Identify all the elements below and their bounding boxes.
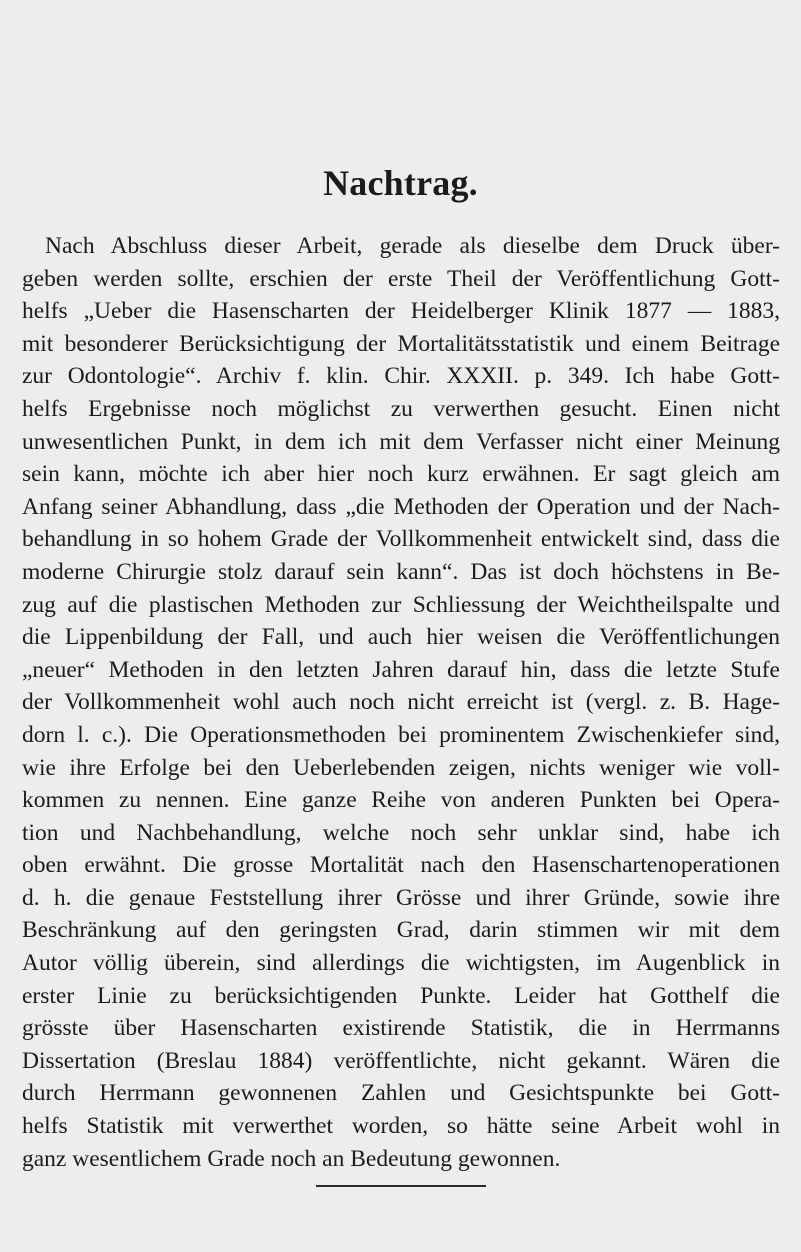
- text-line: die Lippenbildung der Fall, und auch hier weisen die Veröffentlichungen: [22, 624, 780, 651]
- text-line: zug auf die plastischen Methoden zur Schliessung der Weichtheilspalte und: [22, 591, 780, 618]
- text-line: tion und Nachbehandlung, welche noch sehr unklar sind, habe ich: [22, 819, 780, 846]
- text-line: wie ihre Erfolge bei den Ueberlebenden zeigen, nichts weniger wie voll-: [22, 754, 780, 781]
- text-line: oben erwähnt. Die grosse Mortalität nach den Hasenschartenoperationen: [22, 852, 780, 879]
- text-line: Autor völlig überein, sind allerdings die wichtigsten, im Augenblick in: [22, 950, 780, 977]
- text-line: „neuer“ Methoden in den letzten Jahren darauf hin, dass die letzte Stufe: [22, 656, 780, 683]
- text-line: behandlung in so hohem Grade der Vollkommenheit entwickelt sind, dass die: [22, 526, 780, 553]
- text-line: helfs Statistik mit verwerthet worden, so hätte seine Arbeit wohl in: [22, 1113, 780, 1140]
- text-line: Dissertation (Breslau 1884) veröffentlichte, nicht gekannt. Wären die: [22, 1047, 780, 1074]
- text-line: grösste über Hasenscharten existirende Statistik, die in Herrmanns: [22, 1015, 780, 1042]
- text-line: dorn l. c.). Die Operationsmethoden bei prominentem Zwischenkiefer sind,: [22, 721, 780, 748]
- text-line: sein kann, möchte ich aber hier noch kurz erwähnen. Er sagt gleich am: [22, 461, 780, 488]
- text-line: ganz wesentlichem Grade noch an Bedeutung gewonnen.: [22, 1145, 561, 1172]
- text-line: erster Linie zu berücksichtigenden Punkte. Leider hat Gotthelf die: [22, 982, 780, 1009]
- section-divider: [316, 1185, 486, 1187]
- text-line: Beschränkung auf den geringsten Grad, darin stimmen wir mit dem: [22, 917, 780, 944]
- text-line: geben werden sollte, erschien der erste Theil der Veröffentlichung Gott-: [22, 265, 780, 292]
- page-title: Nachtrag.: [323, 163, 478, 203]
- text-line: mit besonderer Berücksichtigung der Mortalitätsstatistik und einem Beitrage: [22, 330, 780, 357]
- text-line: d. h. die genaue Feststellung ihrer Grösse und ihrer Gründe, sowie ihre: [22, 884, 780, 911]
- text-line: kommen zu nennen. Eine ganze Reihe von anderen Punkten bei Opera-: [22, 787, 780, 814]
- body-paragraph: [22, 230, 780, 1175]
- text-line: Nach Abschluss dieser Arbeit, gerade als dieselbe dem Druck über-: [45, 233, 780, 259]
- text-line: moderne Chirurgie stolz darauf sein kann“. Das ist doch höchstens in Be-: [22, 558, 780, 585]
- text-line: durch Herrmann gewonnenen Zahlen und Gesichtspunkte bei Gott-: [22, 1080, 780, 1107]
- text-line: zur Odontologie“. Archiv f. klin. Chir. XXXII. p. 349. Ich habe Gott-: [22, 363, 780, 390]
- text-line: der Vollkommenheit wohl auch noch nicht erreicht ist (vergl. z. B. Hage-: [22, 689, 780, 716]
- text-line: helfs Ergebnisse noch möglichst zu verwerthen gesucht. Einen nicht: [22, 395, 780, 422]
- text-line: Anfang seiner Abhandlung, dass „die Methoden der Operation und der Nach-: [22, 493, 780, 520]
- text-line: unwesentlichen Punkt, in dem ich mit dem Verfasser nicht einer Meinung: [22, 428, 780, 455]
- text-line: helfs „Ueber die Hasenscharten der Heidelberger Klinik 1877 — 1883,: [22, 298, 780, 325]
